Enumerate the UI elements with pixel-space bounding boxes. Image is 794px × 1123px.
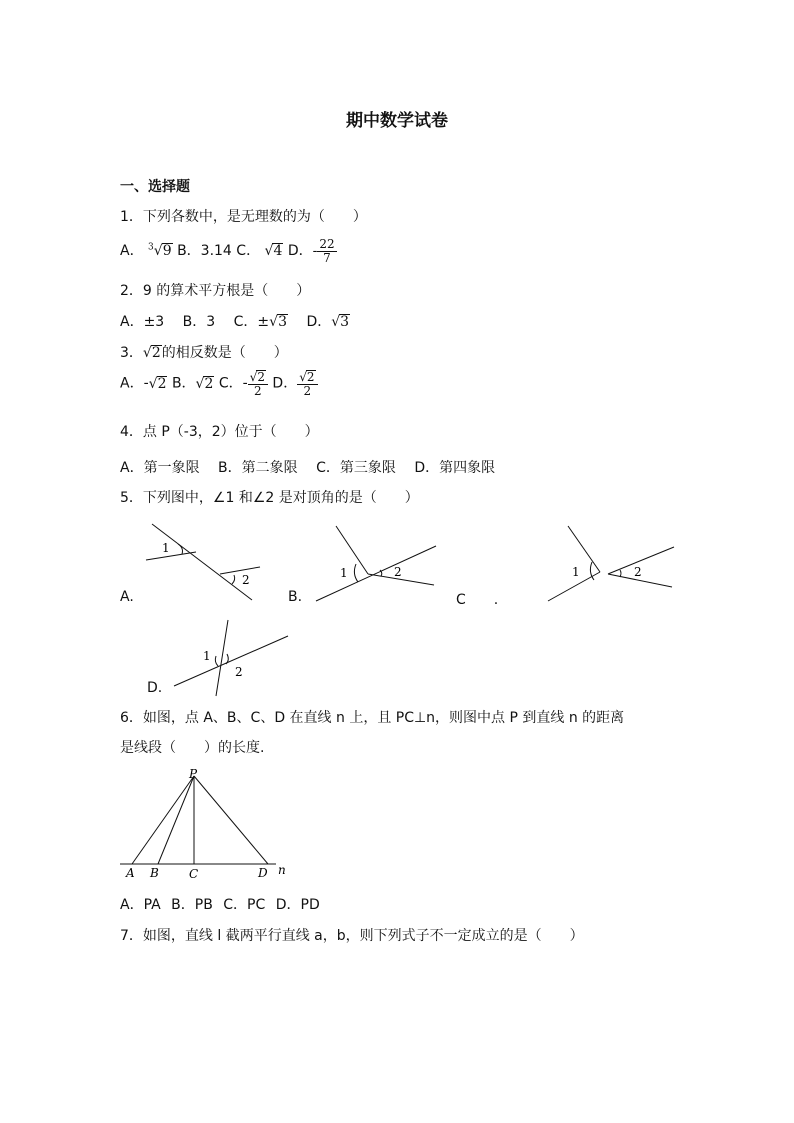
option-a: A．±3 (120, 314, 165, 330)
option-c-label: C．± (233, 314, 270, 330)
point-d-label: D (258, 866, 268, 880)
figure-5b (310, 522, 440, 604)
question-3-options: A．-√2 B．√2 C．- $\frac{√2}{2}$ D． $\frac{√2}{2}$ (120, 370, 318, 397)
square-root: √3 (331, 314, 350, 330)
fraction: $\frac{22}{7}$ (319, 237, 335, 265)
option-d-label: D． (287, 243, 313, 260)
option-c: C．第三象限 (316, 460, 396, 476)
point-b-label: B (150, 866, 159, 880)
question-5-stem: 5．下列图中，∠1 和∠2 是对顶角的是（ ） (120, 490, 419, 506)
option-a: A．第一象限 (120, 460, 200, 476)
option-a: A．PA (120, 897, 161, 913)
question-6-options (120, 894, 320, 914)
option-d-label: D． (272, 375, 298, 392)
question-1-options: A． $^3$√9 B．3.14 C． √4 D．- $\frac{22}{7}$ (120, 237, 335, 265)
angle-1-label: 1 (162, 541, 170, 555)
option-d-label: D. (147, 680, 163, 696)
angle-1-label: 1 (340, 566, 348, 580)
angle-2-label: 2 (242, 573, 250, 587)
figure-5c (544, 522, 678, 604)
option-a-label: A．- (120, 375, 149, 392)
question-4-options (120, 457, 495, 477)
question-6-stem-line1: 6．如图，点 A、B、C、D 在直线 n 上，且 PC⊥n，则图中点 P 到直线 n 的距离 (120, 710, 625, 726)
option-b: B．第二象限 (218, 460, 298, 476)
question-2-options (120, 311, 350, 331)
option-a-label: A. (120, 589, 134, 605)
option-c-label: C . (456, 592, 499, 608)
square-root: √4 (264, 243, 283, 260)
cube-root: $^3$√9 (148, 242, 172, 260)
question-4-stem: 4．点 P（-3，2）位于（ ） (120, 424, 319, 440)
question-3-stem: 3．√2的相反数是（ ） (120, 345, 288, 361)
option-b: B．PB (171, 897, 213, 913)
angle-2-label: 2 (394, 565, 402, 579)
angle-1-label: 1 (203, 649, 211, 663)
question-2-stem: 2．9 的算术平方根是（ ） (120, 283, 311, 299)
option-b: B．3 (182, 314, 216, 330)
question-1-stem: 1．下列各数中，是无理数的为（ ） (120, 209, 367, 225)
point-c-label: C (189, 867, 199, 881)
line-n-label: n (278, 863, 286, 877)
angle-1-label: 1 (572, 565, 580, 579)
option-c: C．PC (223, 897, 266, 913)
question-7-stem: 7．如图，直线 l 截两平行直线 a，b，则下列式子不一定成立的是（ ） (120, 928, 584, 944)
figure-5d (170, 618, 294, 698)
page-title: 期中数学试卷 (346, 111, 448, 131)
option-a-label: A． (120, 243, 144, 260)
option-c-label: C． (236, 243, 261, 260)
option-b-label: B． (171, 375, 196, 392)
angle-2-label: 2 (235, 665, 243, 679)
option-d: D．PD (275, 897, 320, 913)
option-d: D．第四象限 (414, 460, 496, 476)
option-b-text: B．3.14 (177, 243, 232, 260)
fraction: $\frac{√2}{2}$ (297, 370, 317, 397)
question-6-stem-line2: 是线段（ ）的长度. (120, 740, 265, 756)
point-p-label: P (189, 767, 198, 781)
option-b-label: B. (288, 589, 303, 605)
option-c-label: C．- (218, 375, 248, 392)
figure-5a (140, 518, 270, 606)
point-a-label: A (126, 866, 135, 880)
fraction: $\frac{√2}{2}$ (248, 370, 268, 397)
square-root: √3 (269, 314, 287, 330)
option-d-label: D． (306, 314, 332, 330)
figure-6 (118, 766, 294, 884)
angle-2-label: 2 (634, 565, 642, 579)
section-heading: 一、选择题 (120, 179, 190, 195)
